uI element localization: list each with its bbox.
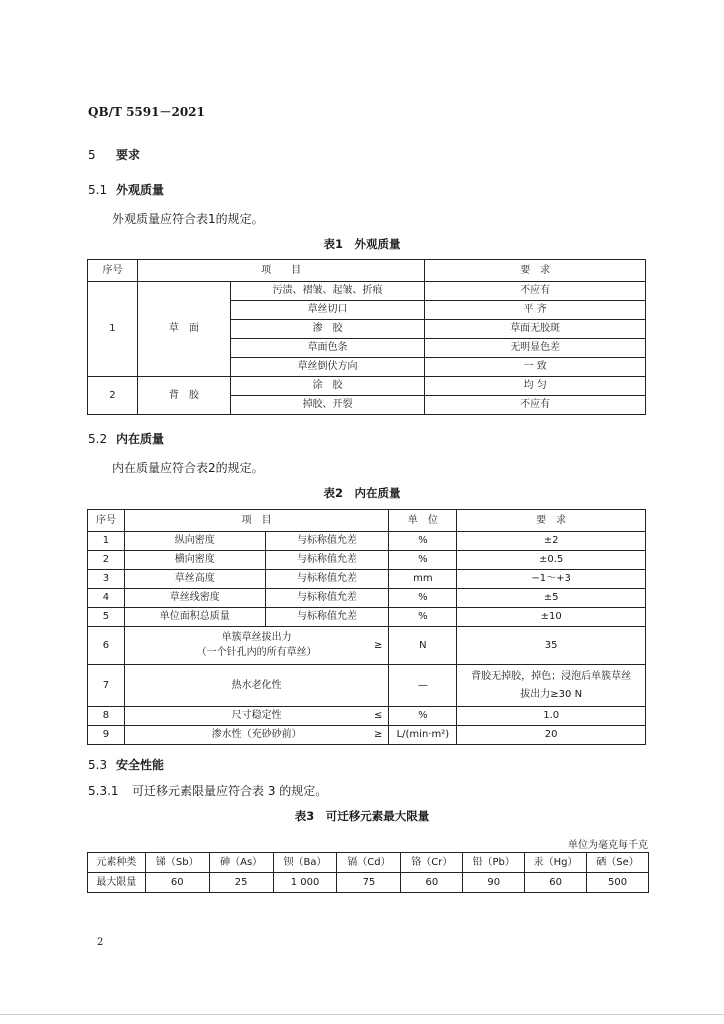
limit-cell: 90	[463, 873, 525, 893]
standard-code: QB/T 5591－2021	[88, 105, 205, 119]
page-number: 2	[97, 937, 104, 948]
section-text: 可迁移元素限量应符合表 3 的规定。	[132, 784, 328, 798]
condition-cell: 与标称值允差	[265, 532, 389, 551]
row-seq: 1	[88, 532, 125, 551]
requirement-cell: ±2	[457, 532, 646, 551]
element-cell: 镉（Cd）	[337, 853, 401, 873]
requirement-cell: 草面无胶斑	[425, 320, 646, 339]
section-title: 要求	[116, 148, 141, 162]
header-requirement: 要 求	[457, 510, 646, 532]
requirement-cell: 一 致	[425, 358, 646, 377]
item-cell: 草丝倒伏方向	[230, 358, 425, 377]
unit-cell: mm	[389, 570, 457, 589]
row-header: 元素种类	[88, 853, 146, 873]
pullout-force-item	[124, 627, 388, 665]
item-cell: 纵向密度	[124, 532, 265, 551]
requirement-cell: 1.0	[457, 707, 646, 726]
item-cell	[124, 726, 388, 745]
section-title: 安全性能	[116, 758, 165, 772]
header-item: 项 目	[124, 510, 388, 532]
comparison-symbol: ≤	[373, 710, 383, 721]
item-cell: 渗 胶	[230, 320, 425, 339]
internal-quality-table	[87, 509, 646, 745]
section-5-2-heading	[88, 430, 164, 447]
comparison-symbol: ≥	[373, 729, 383, 740]
header-item: 项 目	[137, 260, 424, 282]
item-cell: 横向密度	[124, 551, 265, 570]
appearance-quality-table	[87, 259, 646, 415]
row-seq: 3	[88, 570, 125, 589]
section-5-1-text: 外观质量应符合表1的规定。	[112, 212, 264, 226]
item-cell: 草丝切口	[230, 301, 425, 320]
limit-cell: 500	[587, 873, 649, 893]
unit-cell: N	[389, 627, 457, 665]
section-5-heading	[88, 146, 140, 163]
unit-note: 单位为毫克每千克	[568, 840, 648, 851]
unit-cell: %	[389, 551, 457, 570]
item-line: 单簇草丝拔出力	[221, 632, 292, 643]
group-seq: 2	[88, 377, 138, 415]
section-number: 5.2	[88, 432, 108, 446]
element-cell: 汞（Hg）	[525, 853, 587, 873]
requirement-cell: −1～+3	[457, 570, 646, 589]
row-seq: 6	[88, 627, 125, 665]
item-label: 渗水性（充砂砂前）	[211, 729, 302, 740]
row-seq: 7	[88, 665, 125, 707]
section-title: 外观质量	[116, 183, 165, 197]
item-cell: 热水老化性	[124, 665, 388, 707]
limit-cell: 75	[337, 873, 401, 893]
requirement-cell: 不应有	[425, 282, 646, 301]
condition-cell: 与标称值允差	[265, 608, 389, 627]
section-title: 内在质量	[116, 432, 165, 446]
unit-cell: %	[389, 589, 457, 608]
item-cell: 草丝线密度	[124, 589, 265, 608]
section-number: 5.3.1	[88, 784, 119, 798]
row-seq: 4	[88, 589, 125, 608]
unit-cell: —	[389, 665, 457, 707]
group-part: 背 胶	[137, 377, 230, 415]
unit-cell: %	[389, 608, 457, 627]
requirement-cell: 不应有	[425, 396, 646, 415]
requirement-cell: ±10	[457, 608, 646, 627]
element-cell: 铬（Cr）	[401, 853, 463, 873]
row-seq: 2	[88, 551, 125, 570]
condition-cell: 与标称值允差	[265, 589, 389, 608]
requirement-cell: 无明显色差	[425, 339, 646, 358]
comparison-symbol: ≥	[373, 639, 383, 651]
group-part: 草 面	[137, 282, 230, 377]
item-cell	[124, 707, 388, 726]
requirement-cell: ±5	[457, 589, 646, 608]
table3-caption: 表3 可迁移元素最大限量	[294, 809, 430, 823]
limit-cell: 25	[209, 873, 273, 893]
element-limit-table	[87, 852, 649, 893]
unit-cell: %	[389, 707, 457, 726]
element-cell: 砷（As）	[209, 853, 273, 873]
item-cell: 涂 胶	[230, 377, 425, 396]
row-header: 最大限量	[88, 873, 146, 893]
group-seq: 1	[88, 282, 138, 377]
item-label: 尺寸稳定性	[231, 710, 282, 721]
section-5-3-heading	[88, 756, 164, 773]
header-unit: 单 位	[389, 510, 457, 532]
condition-cell: 与标称值允差	[265, 570, 389, 589]
condition-cell: 与标称值允差	[265, 551, 389, 570]
row-seq: 5	[88, 608, 125, 627]
limit-cell: 60	[145, 873, 209, 893]
requirement-line: 拔出力≥30 N	[520, 688, 583, 700]
item-cell: 污渍、褶皱、起皱、折痕	[230, 282, 425, 301]
item-cell: 草面色条	[230, 339, 425, 358]
row-seq: 9	[88, 726, 125, 745]
item-note: （一个针孔内的所有草丝）	[196, 647, 317, 658]
item-cell: 单位面积总质量	[124, 608, 265, 627]
header-seq: 序号	[88, 260, 138, 282]
item-cell: 掉胶、开裂	[230, 396, 425, 415]
page-bottom-rule	[0, 1014, 724, 1015]
unit-cell: %	[389, 532, 457, 551]
requirement-cell	[457, 665, 646, 707]
limit-cell: 1 000	[273, 873, 337, 893]
element-cell: 铅（Pb）	[463, 853, 525, 873]
section-number: 5.1	[88, 183, 108, 197]
requirement-cell: 平 齐	[425, 301, 646, 320]
requirement-cell: 均 匀	[425, 377, 646, 396]
table1-caption: 表1 外观质量	[323, 237, 401, 251]
requirement-cell: 35	[457, 627, 646, 665]
element-cell: 钡（Ba）	[273, 853, 337, 873]
header-seq: 序号	[88, 510, 125, 532]
element-cell: 锑（Sb）	[145, 853, 209, 873]
row-seq: 8	[88, 707, 125, 726]
table2-caption: 表2 内在质量	[323, 486, 401, 500]
item-cell: 草丝高度	[124, 570, 265, 589]
requirement-line: 背胶无掉胶，掉色；浸泡后单簇草丝	[471, 670, 632, 682]
requirement-cell: ±0.5	[457, 551, 646, 570]
limit-cell: 60	[525, 873, 587, 893]
section-5-3-1	[88, 782, 327, 799]
header-requirement: 要 求	[425, 260, 646, 282]
section-5-1-heading	[88, 181, 164, 198]
requirement-cell: 20	[457, 726, 646, 745]
element-cell: 硒（Se）	[587, 853, 649, 873]
unit-cell: L/(min·m²)	[389, 726, 457, 745]
section-number: 5.3	[88, 758, 108, 772]
section-5-2-text: 内在质量应符合表2的规定。	[112, 461, 264, 475]
section-number: 5	[88, 148, 96, 162]
limit-cell: 60	[401, 873, 463, 893]
